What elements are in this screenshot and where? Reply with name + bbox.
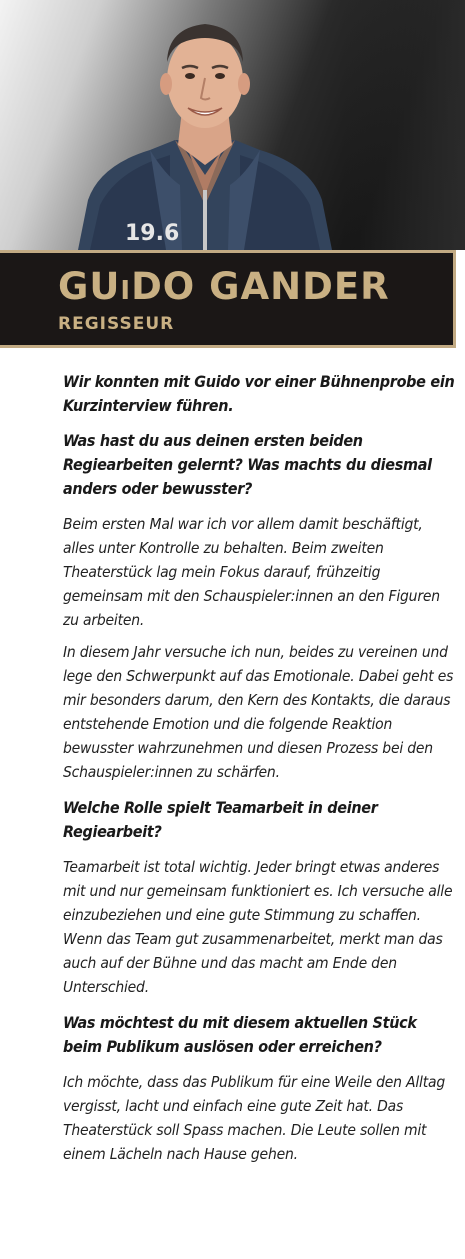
answer-paragraph: Ich möchte, dass das Publikum für eine Weile den Alltag vergisst, lacht und einfach eine gute Zeit hat. Das Theaterstück soll Spass machen. Die Leute sollen mit einem Lächeln nach Hause gehen.	[63, 1073, 445, 1163]
question: Was hast du aus deinen ersten beiden Regiearbeiten gelernt? Was machts du diesmal anders oder bewusster?	[63, 431, 432, 498]
interview-article	[63, 370, 455, 1178]
qa-block	[63, 796, 455, 999]
svg-text:19.6: 19.6	[125, 221, 180, 246]
header-photo	[0, 0, 465, 250]
qa-block	[63, 429, 455, 784]
qa-block	[63, 1011, 455, 1166]
interview-intro: Wir konnten mit Guido vor einer Bühnenprobe ein Kurzinterview führen.	[63, 372, 455, 415]
hero-gradient	[345, 0, 465, 250]
portrait-photo	[70, 0, 340, 250]
person-role: REGISSEUR	[58, 314, 175, 334]
answer-paragraph: In diesem Jahr versuche ich nun, beides zu vereinen und lege den Schwerpunkt auf das Emotionale. Dabei geht es mir besonders darum, den Kern des Kontakts, die daraus entstehende Emotion und die folgende Reaktion bewusster wahrzunehmen und diesen Prozess bei den Schauspieler:innen zu schärfen.	[63, 643, 454, 781]
answer-paragraph: Beim ersten Mal war ich vor allem damit beschäftigt, alles unter Kontrolle zu behalten. Beim zweiten Theaterstück lag mein Fokus darauf, frühzeitig gemeinsam mit den Schauspieler:innen an den Figuren zu arbeiten.	[63, 515, 440, 629]
name-banner	[0, 250, 456, 348]
person-name: GUiDO GANDER	[58, 265, 390, 308]
question: Was möchtest du mit diesem aktuellen Stück beim Publikum auslösen oder erreichen?	[63, 1013, 417, 1056]
answer-paragraph: Teamarbeit ist total wichtig. Jeder bringt etwas anderes mit und nur gemeinsam funktioniert es. Ich versuche alle einzubeziehen und eine gute Stimmung zu schaffen. Wenn das Team gut zusammenarbeitet, merkt man das auch auf der Bühne und das macht am Ende den Unterschied.	[63, 858, 453, 996]
question: Welche Rolle spielt Teamarbeit in deiner Regiearbeit?	[63, 798, 378, 841]
